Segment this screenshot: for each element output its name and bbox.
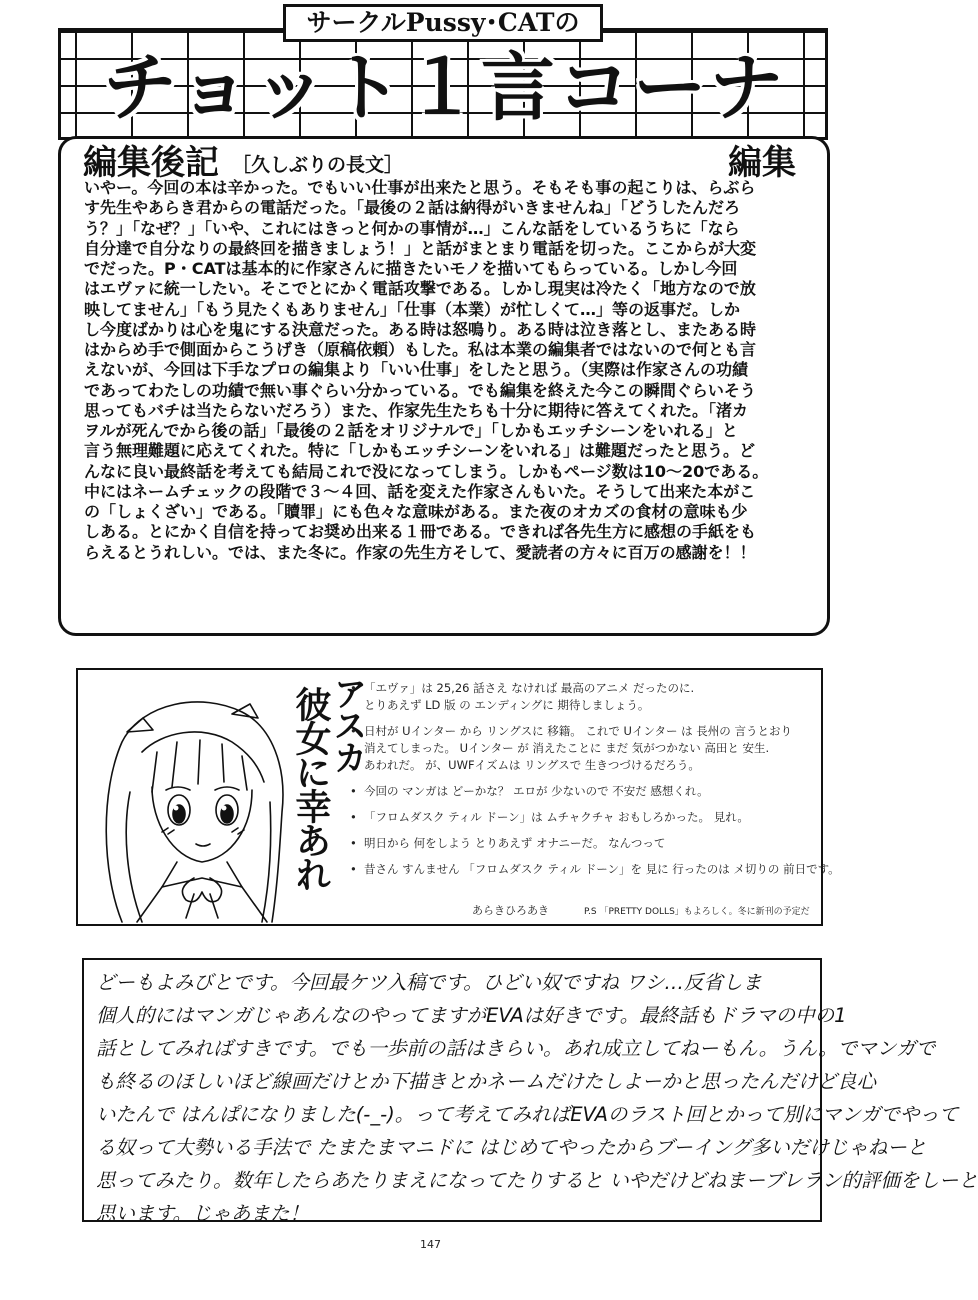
editorial-line: はエヴァに統一したい。そこでとにかく電話攻撃である。しかし現実は冷たく「地方なので放 [84,279,756,299]
editorial-line: でだった。P・CATは基本的に作家さんに描きたいモノを描いてもらっている。しかし今回 [84,259,738,278]
artist-note [350,680,816,714]
editorial-line: えないが、今回は下手なプロの編集より「いい仕事」をしたと思う。（実際は作家さんの功績 [84,360,749,380]
editorial-line: ヲルが死んでから後の話」「最後の２話をオリジナルで」「しかもエッチシーンをいれる」と [84,421,738,440]
editorial-line: す先生やあらき君からの電話だった。「最後の２話は納得がいきませんね」「どうしたんだろ [84,198,741,218]
artist-note-line: 消えてしまった。 Uインター が 消えたことに まだ 気がつかない 高田と 安生. [364,741,770,755]
editorial-line: らえるとうれしい。では、また冬に。作家の先生方そして、愛読者の方々に百万の感謝を！！ [84,542,756,562]
bottom-line: いたんで はんぱになりました(-_-)。って考えてみればEVAのラスト回とかって別にマンガでやって [96,1103,959,1126]
editorial-line: 言う無理難題に応えてくれた。特に「しかもエッチシーンをいれる」は難題だったと思う。ど [84,441,756,461]
editorial-heading: 編集後記 [83,143,219,183]
artist-postscript: P.S 「PRETTY DOLLS」もよろしく。冬に新刊の予定だ [584,907,810,917]
header-subtitle: サークルPussy･CATの [283,4,603,42]
editorial-line: しある。とにかく自信を持ってお奨め出来る１冊である。できれば各先生方に感想の手紙をも [84,522,757,542]
bottom-line: どーもよみびとです。今回最ケツ入稿です。ひどい奴ですね ワシ…反省しま [96,971,762,994]
artist-note [350,809,816,826]
editorial-line: 思ってもバチは当たらないだろう）また、作家先生たちも十分に期待に答えてくれた。「渚カ [84,400,749,420]
bottom-line: 話としてみればすきです。でも一歩前の話はきらい。あれ成立してねーもん。うん。でマンガで [96,1037,936,1060]
artist-note-line: • 「フロムダスク ティル ドーン」は ムチャクチャ おもしろかった。 見れ。 [364,810,749,824]
artist-note-line: • 「エヴァ」は 25,26 話さえ なければ 最高のアニメ だったのに. [364,681,695,695]
artist-signature: あらきひろあき [472,904,549,917]
page-number: 147 [420,1238,441,1251]
artist-note [350,723,816,774]
artist-note-line: • 今回の マンガは どーかな？ エロが 少ないので 不安だ 感想くれ。 [364,784,709,798]
editorial-line: う？」「なぜ？」「いや、これにはきっと何かの事情が…」こんな話をしているうちに「なら [84,218,740,238]
bottom-line: も終るのほしいほど線画だけとか下描きとかネームだけたしよーかと思ったんだけど良心 [96,1070,877,1093]
editorial-subheading: ［久しぶりの長文］ [232,154,404,176]
editorial-line: んなに良い最終話を考えても結局これで没になってしまう。しかもページ数は10〜20である。 [84,461,769,481]
artist-note-line: • 明日から 何をしよう とりあえず オナニーだ。 なんつって [364,836,666,850]
handwritten-title-col1: アスカ [327,676,367,772]
bottom-line: 個人的にはマンガじゃあんなのやってますがEVAは好きです。最終話もドラマの中の1 [96,1004,847,1027]
artist-notes-list [350,680,840,887]
bottom-line: 思ってみたり。数年したらあたりまえになってたりすると いやだけどねまーブレラン的評価をしーと [96,1169,978,1192]
editorial-body [84,178,808,563]
artist-note [350,861,840,878]
editorial-line: 映してません」「もう見たくもありません」「仕事（本業）が忙しくて…」等の返事だ。しか [84,299,741,319]
artist-note-line: • 日村が Uインター から リングスに 移籍。 これで Uインター は 長州の 言うとおり [364,724,792,738]
editorial-author: 編集 [728,143,796,183]
editorial-line: はからめ手で側面からこうげき（原稿依頼）もした。私は本業の編集者ではないので何とも言 [84,340,757,359]
artist-note [350,835,816,852]
artist-note-line: • 昔さん すんません 「フロムダスク ティル ドーン」を 見に 行ったのは メ切りの 前日です。 [364,862,840,876]
artist-note [350,783,816,800]
bottom-comment-text [96,966,978,1230]
handwritten-title-col2: 彼女に幸あれ [290,686,331,890]
editorial-line: であってわたしの功績で無い事ぐらい分かっている。でも編集を終えた今この瞬間ぐらいそう [84,380,756,400]
artist-note-line: とりあえず LD 版 の エンディングに 期待しましょう。 [364,698,650,712]
editorial-line: 中にはネームチェックの段階で３〜４回、話を変えた作家さんもいた。そうして出来た本がこ [84,481,756,501]
editorial-line: いやー。今回の本は辛かった。でもいい仕事が出来たと思う。そもそも事の起こりは、らぶら [84,178,756,197]
editorial-line: の「しょくざい」である。「贖罪」にも色々な意味がある。また夜のオカズの食材の意味も少 [84,502,748,521]
bottom-line: る奴って大勢いる手法で たまたまマニドに はじめてやったからブーイング多いだけじゃねーと [96,1136,927,1159]
page-title: チョット１言コーナ [103,45,785,131]
editorial-line: 自分達で自分なりの最終回を描きましょう！」と話がまとまり電話を切った。ここからが大変 [84,238,757,258]
editorial-line: し今度ばかりは心を鬼にする決意だった。ある時は怒鳴り。ある時は泣き落とし、またある時 [84,319,757,339]
bottom-line: 思います。じゃあまた！ [96,1202,309,1225]
artist-note-line: あわれだ。 が、UWFイズムは リングスで 生きつづけるだろう。 [364,758,700,772]
